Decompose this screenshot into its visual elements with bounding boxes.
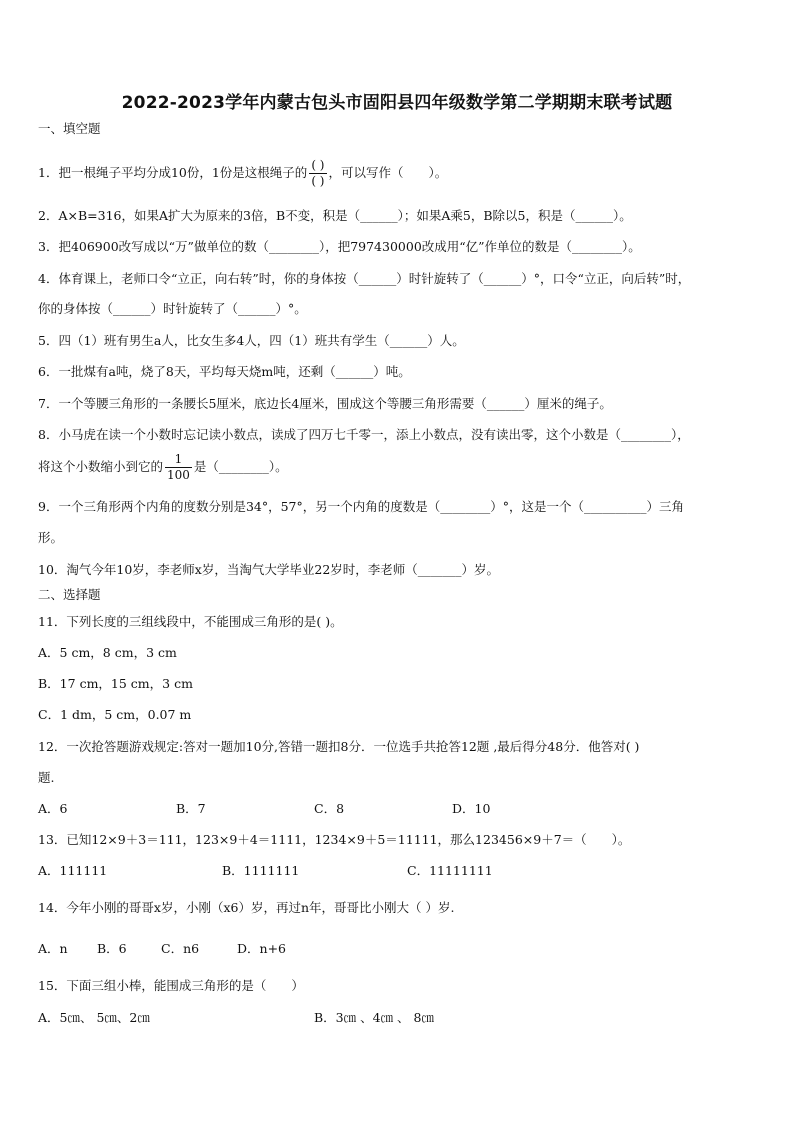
question-9-line-2: 形。	[38, 530, 64, 545]
question-14-option-d: D．n+6	[237, 941, 286, 956]
section-multiple-choice: 二、选择题	[38, 587, 101, 602]
question-12-line-2: 题.	[38, 770, 55, 785]
question-14-option-c: C．n6	[161, 941, 200, 956]
question-4-line-1: 4．体育课上，老师口令“立正，向右转”时，你的身体按（______）时针旋转了（______）°，口令“立正，向后转”时，	[38, 271, 691, 286]
question-15: 15．下面三组小棒，能围成三角形的是（ ）	[38, 978, 304, 993]
question-12-option-d: D．10	[452, 801, 491, 816]
fraction-numerator: ( )	[311, 158, 325, 172]
section-fill-blank: 一、填空题	[38, 121, 101, 136]
question-2: 2．A×B=316，如果A扩大为原来的3倍，B不变，积是（______）；如果A乘5，B除以5，积是（______）。	[38, 208, 632, 223]
question-4-line-2: 你的身体按（______）时针旋转了（______）°。	[38, 301, 307, 316]
question-3: 3．把406900改写成以“万”做单位的数（________），把797430000改成用“亿”作单位的数是（________）。	[38, 239, 641, 254]
question-15-option-b: B．3㎝ 、4㎝ 、 8㎝	[314, 1010, 434, 1025]
question-8-tail: 是（________）。	[193, 459, 288, 474]
question-11-option-b: B．17 cm，15 cm，3 cm	[38, 676, 193, 691]
question-6: 6．一批煤有a吨，烧了8天，平均每天烧m吨，还剩（______）吨。	[38, 364, 411, 379]
question-14-option-a: A．n	[38, 941, 68, 956]
question-13-option-b: B．1111111	[222, 863, 300, 878]
fraction-numerator: 1	[165, 452, 192, 468]
fraction-denominator: ( )	[311, 174, 325, 188]
fraction-blank	[309, 158, 326, 189]
page-title: 2022-2023学年内蒙古包头市固阳县四年级数学第二学期期末联考试题	[121, 93, 673, 113]
question-1-tail: ，可以写作（ ）。	[328, 165, 448, 180]
question-12-line-1: 12．一次抢答题游戏规定:答对一题加10分,答错一题扣8分．一位选手共抢答12题 ,最后得分48分．他答对( )	[38, 739, 640, 754]
question-7: 7．一个等腰三角形的一条腰长5厘米，底边长4厘米，围成这个等腰三角形需要（______）厘米的绳子。	[38, 396, 612, 411]
question-12-option-a: A．6	[38, 801, 68, 816]
question-13-option-a: A．111111	[38, 863, 108, 878]
question-9-line-1: 9．一个三角形两个内角的度数分别是34°，57°，另一个内角的度数是（________）°，这是一个（__________）三角	[38, 499, 685, 514]
question-11-option-c: C．1 dm，5 cm，0.07 m	[38, 707, 192, 722]
question-8-line-2	[38, 452, 756, 483]
question-1	[38, 158, 756, 189]
question-13: 13．已知12×9＋3＝111，123×9＋4＝1111，1234×9＋5＝11111，那么123456×9＋7＝（ ）。	[38, 832, 631, 847]
question-14-option-b: B．6	[97, 941, 127, 956]
question-8-text: 将这个小数缩小到它的	[38, 459, 164, 474]
question-1-text: 1．把一根绳子平均分成10份，1份是这根绳子的	[38, 165, 308, 180]
question-14: 14．今年小刚的哥哥x岁，小刚（x6）岁，再过n年，哥哥比小刚大（ ）岁.	[38, 900, 455, 915]
fraction-one-hundredth	[165, 452, 192, 483]
question-12-option-b: B．7	[176, 801, 206, 816]
fraction-denominator: 100	[167, 468, 190, 482]
question-8-line-1: 8．小马虎在读一个小数时忘记读小数点，读成了四万七千零一，添上小数点，没有读出零，这个小数是（________），	[38, 427, 690, 442]
question-12-option-c: C．8	[314, 801, 345, 816]
question-13-option-c: C．11111111	[407, 863, 493, 878]
question-10: 10．淘气今年10岁，李老师x岁，当淘气大学毕业22岁时，李老师（_______）岁。	[38, 562, 500, 577]
question-5: 5．四（1）班有男生a人，比女生多4人，四（1）班共有学生（______）人。	[38, 333, 465, 348]
question-11: 11．下列长度的三组线段中，不能围成三角形的是( )。	[38, 614, 343, 629]
question-11-option-a: A．5 cm，8 cm，3 cm	[38, 645, 177, 660]
question-15-option-a: A．5㎝、 5㎝、2㎝	[38, 1010, 150, 1025]
